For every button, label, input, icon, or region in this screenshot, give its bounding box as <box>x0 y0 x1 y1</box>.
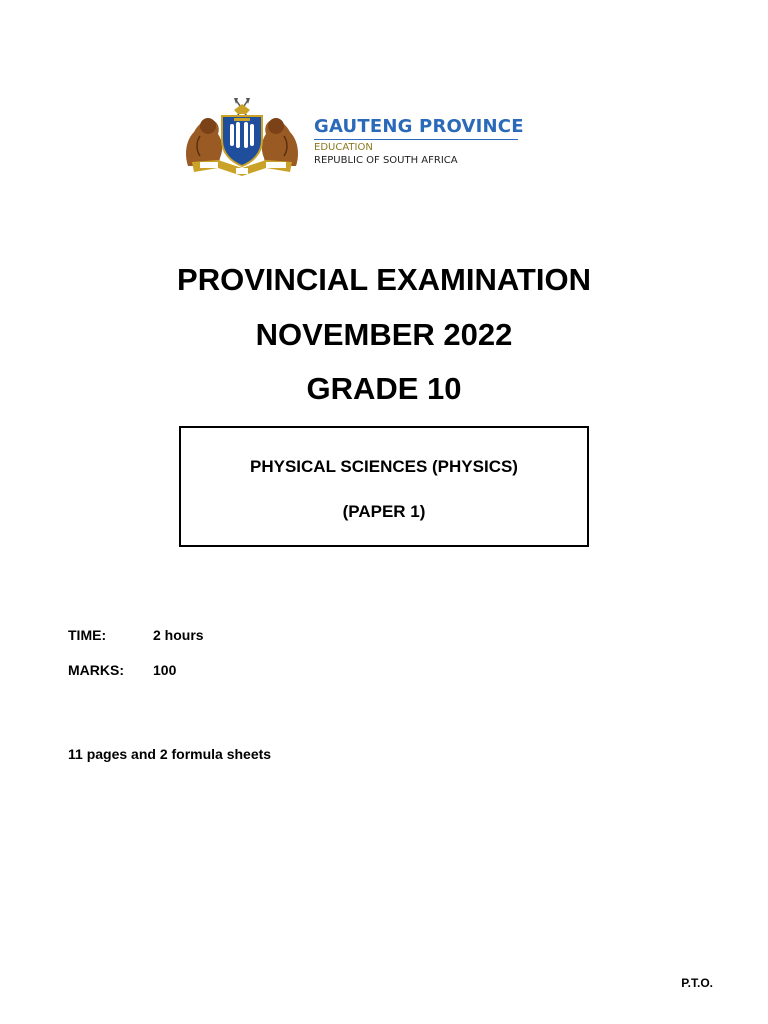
subject-name: PHYSICAL SCIENCES (PHYSICS) <box>250 457 518 476</box>
time-label: TIME: <box>68 627 107 643</box>
exam-title: PROVINCIAL EXAMINATION <box>177 262 591 297</box>
marks-value: 100 <box>153 662 177 678</box>
pages-note: 11 pages and 2 formula sheets <box>68 746 272 762</box>
logo-underline <box>314 139 518 140</box>
time-value: 2 hours <box>153 627 204 643</box>
coat-of-arms-icon <box>178 96 306 176</box>
time-row <box>68 626 204 644</box>
exam-grade: GRADE 10 <box>306 371 462 406</box>
subject-box <box>179 426 589 547</box>
logo-province-name: GAUTENG PROVINCE <box>314 116 524 137</box>
please-turn-over: P.T.O. <box>681 976 713 990</box>
logo-department-name: EDUCATION <box>314 142 373 153</box>
paper-number: (PAPER 1) <box>342 502 426 521</box>
logo-country-name: REPUBLIC OF SOUTH AFRICA <box>314 155 458 166</box>
gauteng-education-logo <box>178 96 538 176</box>
logo-text-block <box>314 116 538 167</box>
exam-session: NOVEMBER 2022 <box>255 317 513 352</box>
marks-label: MARKS: <box>68 662 124 678</box>
marks-row <box>68 661 176 679</box>
